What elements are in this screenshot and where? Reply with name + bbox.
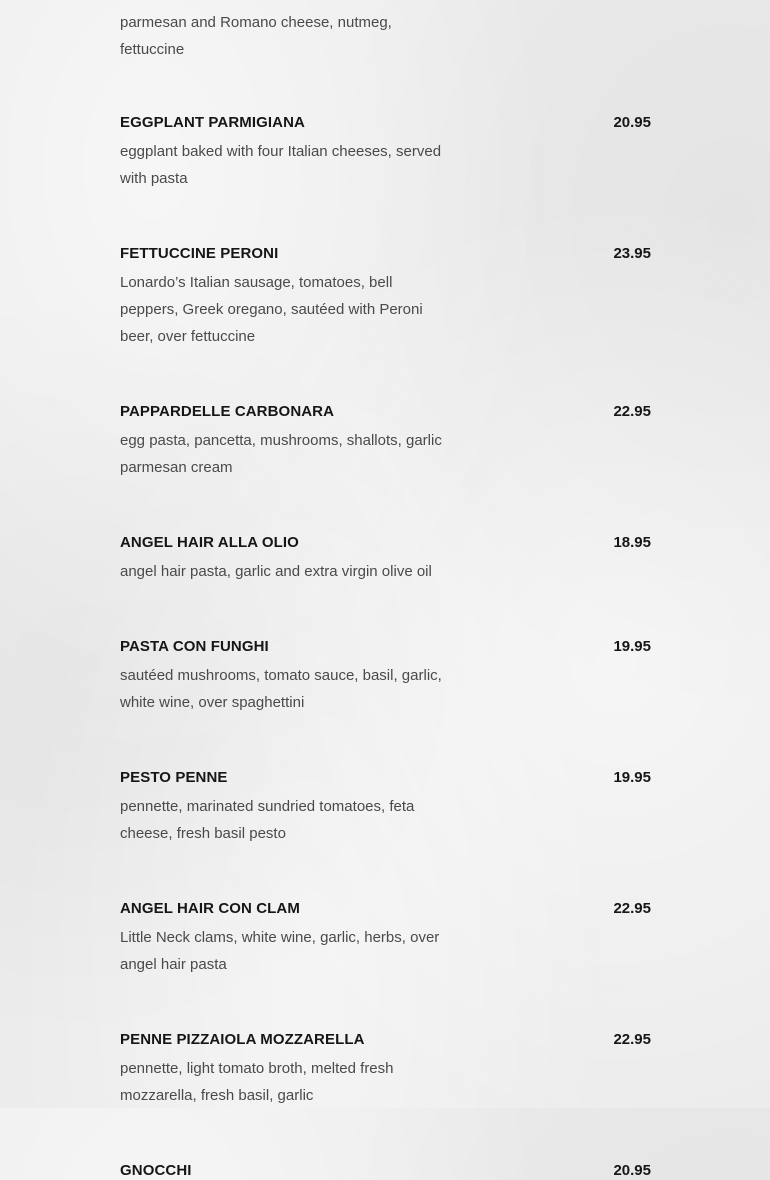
menu-item: [120, 245, 651, 350]
menu-item-description: angel hair pasta, garlic and extra virgin olive oil: [120, 563, 432, 580]
menu-item-price: 22.95: [613, 900, 651, 917]
menu-item-name: PENNE PIZZAIOLA MOZZARELLA: [120, 1031, 365, 1048]
lead-item-description: parmesan and Romano cheese, nutmeg, fettuccine: [120, 14, 392, 58]
menu-item-price: 19.95: [613, 769, 651, 786]
menu-item-price: 18.95: [613, 534, 651, 551]
menu-item-price: 19.95: [613, 638, 651, 655]
menu-item-name: EGGPLANT PARMIGIANA: [120, 114, 305, 131]
menu-item-name: GNOCCHI: [120, 1162, 192, 1179]
menu-item: [120, 900, 651, 978]
menu-item-name: FETTUCCINE PERONI: [120, 245, 279, 262]
menu-item-name: ANGEL HAIR ALLA OLIO: [120, 534, 299, 551]
menu-item: [120, 534, 651, 585]
menu-item-name: PASTA CON FUNGHI: [120, 638, 269, 655]
menu-item-description: sautéed mushrooms, tomato sauce, basil, garlic, white wine, over spaghettini: [120, 667, 442, 711]
menu-item-price: 20.95: [613, 114, 651, 131]
menu-item-price: 23.95: [613, 245, 651, 262]
menu-item: [120, 1162, 651, 1180]
menu-item-description: eggplant baked with four Italian cheeses, served with pasta: [120, 143, 442, 187]
menu-item: [120, 638, 651, 716]
menu-item-price: 20.95: [613, 1162, 651, 1179]
menu-item-name: ANGEL HAIR CON CLAM: [120, 900, 300, 917]
menu-item: [120, 403, 651, 481]
menu-item-description: egg pasta, pancetta, mushrooms, shallots, garlic parmesan cream: [120, 432, 442, 476]
menu-item: [120, 114, 651, 192]
menu-item-price: 22.95: [613, 403, 651, 420]
menu-item-description: Lonardo’s Italian sausage, tomatoes, bell peppers, Greek oregano, sautéed with Peroni beer, over fettuccine: [120, 274, 423, 345]
menu-item-name: PAPPARDELLE CARBONARA: [120, 403, 335, 420]
pasta-menu: [120, 0, 651, 1180]
menu-item-description: Little Neck clams, white wine, garlic, herbs, over angel hair pasta: [120, 929, 440, 973]
menu-item: [120, 769, 651, 847]
menu-item-description: pennette, marinated sundried tomatoes, feta cheese, fresh basil pesto: [120, 798, 415, 842]
menu-item: [120, 1031, 651, 1109]
menu-item-name: PESTO PENNE: [120, 769, 228, 786]
menu-item-price: 22.95: [613, 1031, 651, 1048]
menu-item-description: pennette, light tomato broth, melted fresh mozzarella, fresh basil, garlic: [120, 1060, 394, 1104]
